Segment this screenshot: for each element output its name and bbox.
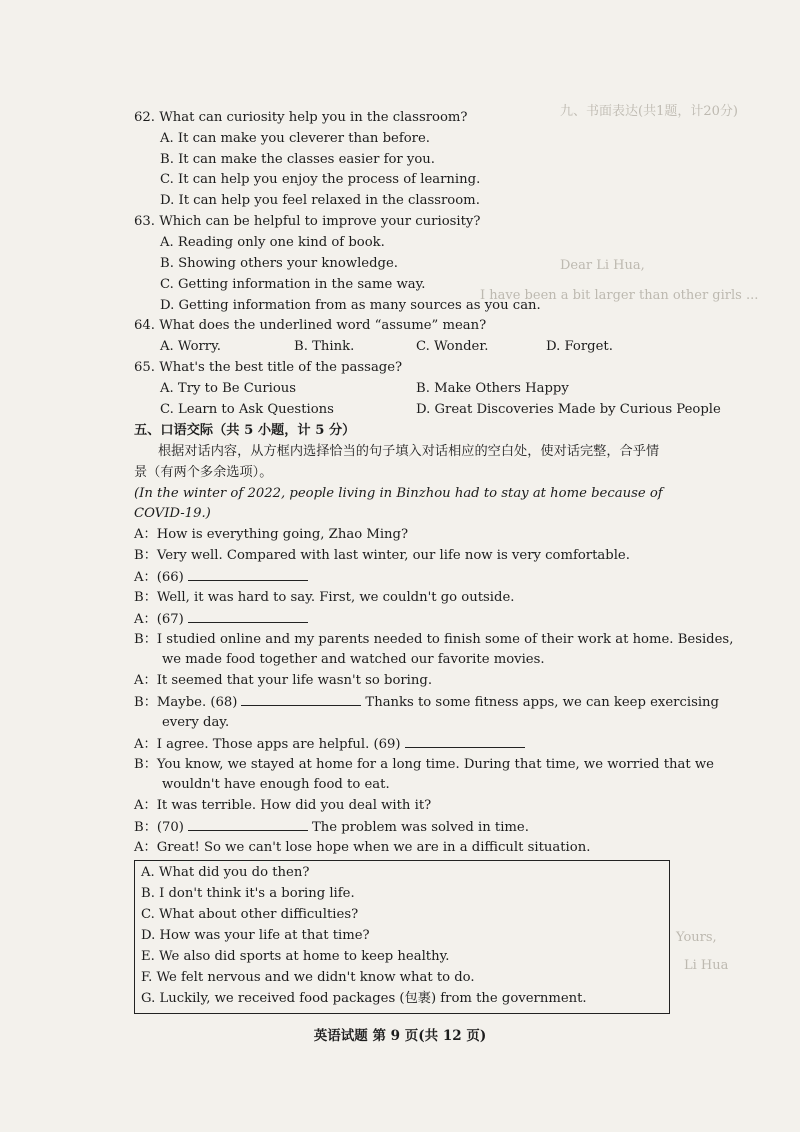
answer-blank-66[interactable] <box>188 569 308 581</box>
question-63: 63. Which can be helpful to improve your curiosity? <box>134 214 481 229</box>
dialogue-line: B：(70) The problem was solved in time. <box>134 820 529 835</box>
bleed-text: Yours, <box>676 930 717 945</box>
option: C. Wonder. <box>416 339 489 354</box>
option: A. It can make you cleverer than before. <box>160 131 430 146</box>
choice: D. How was your life at that time? <box>141 928 370 943</box>
dialogue-line: A：I agree. Those apps are helpful. (69) <box>134 736 529 753</box>
answer-blank-67[interactable] <box>188 611 308 623</box>
answer-blank-70[interactable] <box>188 819 308 831</box>
option: D. It can help you feel relaxed in the classroom. <box>160 193 480 208</box>
dialogue-line: B：You know, we stayed at home for a long time. During that time, we worried that we <box>134 757 714 772</box>
choice: E. We also did sports at home to keep healthy. <box>141 949 450 964</box>
option: A. Worry. <box>160 339 222 354</box>
choice: C. What about other difficulties? <box>141 907 359 922</box>
option: B. It can make the classes easier for you. <box>160 152 435 167</box>
question-65: 65. What's the best title of the passage? <box>134 360 403 375</box>
option: A. Reading only one kind of book. <box>160 235 385 250</box>
bleed-text: I have been a bit larger than other girls ... <box>480 288 759 303</box>
option: D. Great Discoveries Made by Curious People <box>416 402 721 417</box>
option: D. Getting information from as many sources as you can. <box>160 298 541 313</box>
dialogue-line: A：Great! So we can't lose hope when we are in a difficult situation. <box>134 840 591 855</box>
dialogue-line: A：(66) <box>134 569 312 586</box>
dialogue-line: B：Maybe. (68) Thanks to some fitness apps, we can keep exercising <box>134 695 719 710</box>
choice: A. What did you do then? <box>141 865 310 880</box>
instruction: 景（有两个多余选项）。 <box>134 465 273 480</box>
choice: B. I don't think it's a boring life. <box>141 886 355 901</box>
answer-blank-68[interactable] <box>241 694 361 706</box>
answer-blank-69[interactable] <box>405 736 525 748</box>
dialogue-line: A：How is everything going, Zhao Ming? <box>134 527 409 542</box>
choice: F. We felt nervous and we didn't know what to do. <box>141 970 475 985</box>
option: B. Think. <box>294 339 355 354</box>
answer-options-box <box>134 860 670 1014</box>
bleed-text: 九、书面表达(共1题，计20分) <box>560 104 738 119</box>
choice: G. Luckily, we received food packages (包裹) from the government. <box>141 991 587 1006</box>
option: C. Getting information in the same way. <box>160 277 426 292</box>
section-heading: 五、口语交际（共 5 小题，计 5 分） <box>134 423 356 438</box>
option: D. Forget. <box>546 339 613 354</box>
option: B. Make Others Happy <box>416 381 569 396</box>
option: C. Learn to Ask Questions <box>160 402 334 417</box>
question-64: 64. What does the underlined word “assume” mean? <box>134 318 487 333</box>
dialogue-line: A：It seemed that your life wasn't so boring. <box>134 673 433 688</box>
dialogue-line: B：Very well. Compared with last winter, our life now is very comfortable. <box>134 548 630 563</box>
option: A. Try to Be Curious <box>160 381 297 396</box>
page-footer: 英语试题 第 9 页(共 12 页) <box>313 1028 487 1044</box>
option: B. Showing others your knowledge. <box>160 256 398 271</box>
dialogue-line: B：I studied online and my parents needed to finish some of their work at home. Besides, <box>134 632 734 647</box>
dialogue-line: A：It was terrible. How did you deal with it? <box>134 798 432 813</box>
dialogue-line: we made food together and watched our favorite movies. <box>162 652 545 667</box>
option: C. It can help you enjoy the process of learning. <box>160 172 481 187</box>
context: COVID-19.) <box>134 506 211 521</box>
bleed-text: Dear Li Hua, <box>560 258 645 273</box>
dialogue-line: A：(67) <box>134 611 312 628</box>
dialogue-line: wouldn't have enough food to eat. <box>162 777 390 792</box>
context: (In the winter of 2022, people living in Binzhou had to stay at home because of <box>134 486 663 501</box>
dialogue-line: B：Well, it was hard to say. First, we couldn't go outside. <box>134 590 515 605</box>
bleed-text: Li Hua <box>684 958 729 973</box>
instruction: 根据对话内容，从方框内选择恰当的句子填入对话相应的空白处，使对话完整，合乎情 <box>158 444 660 459</box>
question-62: 62. What can curiosity help you in the classroom? <box>134 110 468 125</box>
dialogue-line: every day. <box>162 715 230 730</box>
